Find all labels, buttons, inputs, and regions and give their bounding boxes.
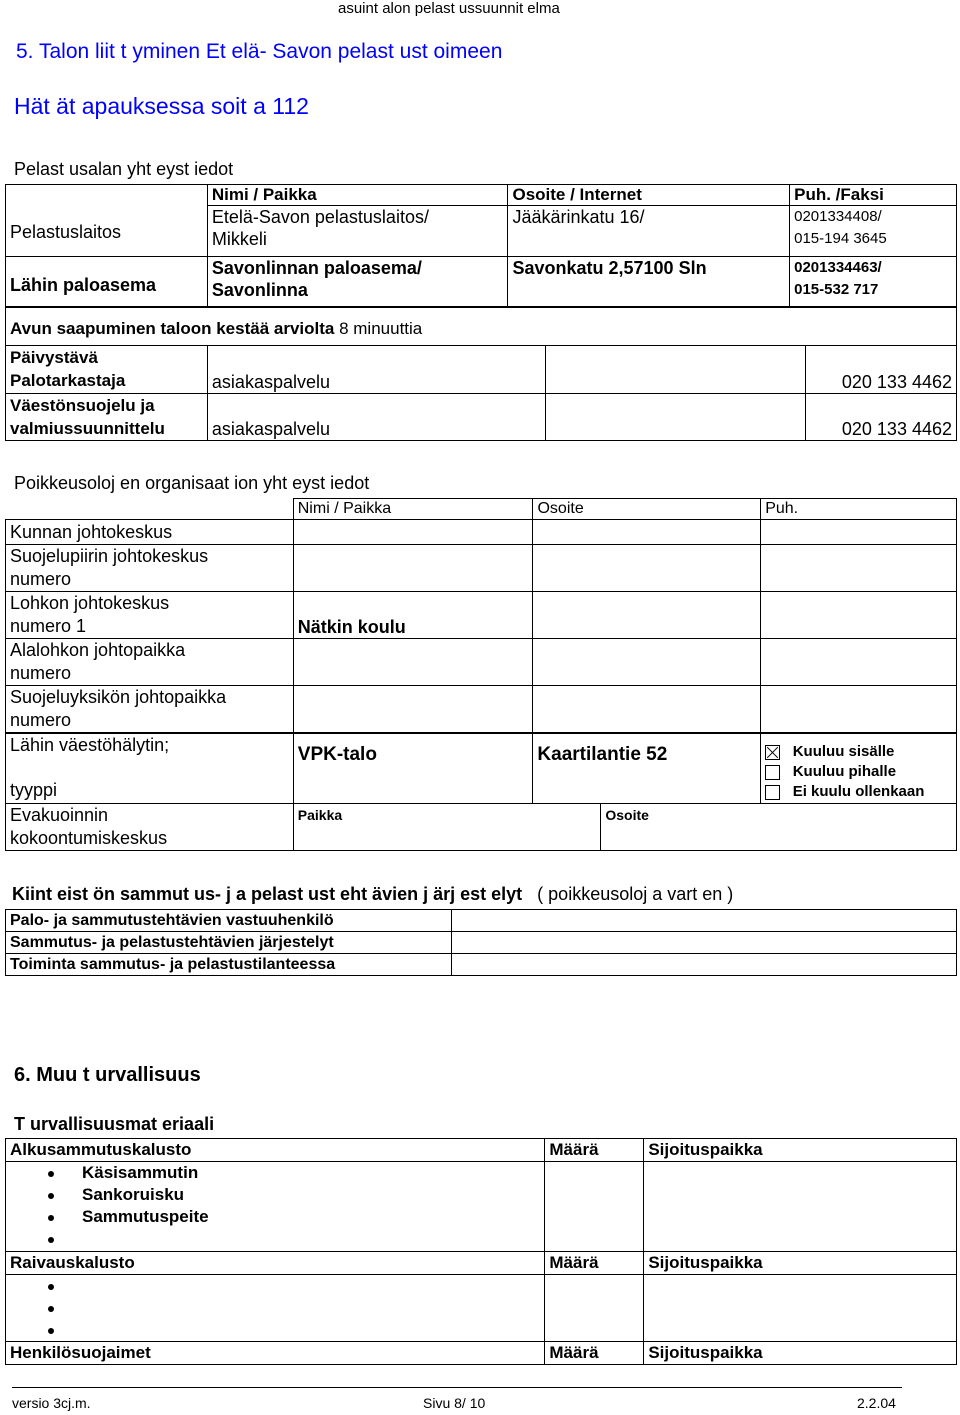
bullet-icon xyxy=(48,1215,54,1221)
section6-title: 6. Muu t urvallisuus xyxy=(14,1064,201,1086)
name-line2: Savonlinna xyxy=(211,280,308,300)
org-label2: numero xyxy=(10,710,72,730)
option-yard[interactable] xyxy=(765,762,952,782)
table-row xyxy=(6,932,957,954)
org-table xyxy=(5,498,957,733)
safety-table xyxy=(5,1138,957,1365)
fire-title xyxy=(12,884,733,905)
duty-name: asiakaspalvelu xyxy=(207,394,545,441)
duty-phone: 020 133 4462 xyxy=(806,394,957,441)
org-title: Poikkeusoloj en organisaat ion yht eyst iedot xyxy=(14,473,370,493)
org-col-name: Nimi / Paikka xyxy=(293,499,533,520)
list-item xyxy=(10,1319,540,1341)
list-item xyxy=(10,1275,540,1297)
bullet-icon xyxy=(48,1171,54,1177)
phone-line1: 0201334463/ xyxy=(794,259,882,276)
evac-address-label: Osoite xyxy=(601,804,957,851)
org-label: Lohkon johtokeskus xyxy=(10,593,170,613)
safety-title: T urvallisuusmat eriaali xyxy=(14,1114,215,1134)
item-label: Sankoruisku xyxy=(82,1185,185,1204)
qty-header: Määrä xyxy=(545,1252,644,1275)
evac-place-label: Paikka xyxy=(293,804,601,851)
org-label2: numero xyxy=(10,663,72,683)
emergency-number: Hät ät apauksessa soit a 112 xyxy=(14,93,309,119)
org-label: Alalohkon johtopaikka xyxy=(10,640,186,660)
address: Savonkatu 2,57100 Sln xyxy=(508,257,790,307)
org-col-address: Osoite xyxy=(533,499,761,520)
col-address-header: Osoite / Internet xyxy=(508,185,790,206)
table-row xyxy=(6,206,957,257)
table-row xyxy=(6,734,957,804)
qty-header: Määrä xyxy=(545,1139,644,1162)
checkbox-checked-icon[interactable] xyxy=(765,745,780,760)
duty-label1: Päivystävä xyxy=(10,348,98,367)
table-row xyxy=(6,257,957,307)
place-header: Sijoituspaikka xyxy=(644,1342,957,1365)
name-line2: Mikkeli xyxy=(211,229,267,249)
group-name: Alkusammutuskalusto xyxy=(6,1139,545,1162)
duty-name: asiakaspalvelu xyxy=(207,346,545,394)
option-label: Kuuluu pihalle xyxy=(792,763,897,780)
fire-title-note: ( poikkeusoloj a vart en ) xyxy=(537,884,734,904)
duty-label2: valmiussuunnittelu xyxy=(10,419,165,438)
table-row xyxy=(6,910,957,932)
section5-title: 5. Talon liit t yminen Et elä- Savon pelast ust oimeen xyxy=(16,40,503,63)
table-row xyxy=(6,545,957,592)
bullet-icon xyxy=(48,1306,54,1312)
col-phone-header: Puh. /Faksi xyxy=(790,185,957,206)
fire-row-label: Toiminta sammutus- ja pelastustilanteessa xyxy=(6,954,452,976)
contacts-table xyxy=(5,184,957,307)
checkbox-icon[interactable] xyxy=(765,785,780,800)
fire-row-label: Palo- ja sammutustehtävien vastuuhenkilö xyxy=(6,910,452,932)
qty-header: Määrä xyxy=(545,1342,644,1365)
list-item xyxy=(10,1206,540,1228)
bullet-icon xyxy=(48,1284,54,1290)
address: Jääkärinkatu 16/ xyxy=(508,206,790,257)
row-label: Lähin paloasema xyxy=(6,257,208,307)
list-item xyxy=(10,1184,540,1206)
option-none[interactable] xyxy=(765,782,952,802)
table-row xyxy=(6,592,957,639)
option-label: Kuuluu sisälle xyxy=(792,743,895,760)
alarm-label: Lähin väestöhälytin; xyxy=(10,735,170,755)
duty-phone: 020 133 4462 xyxy=(806,346,957,394)
arrival-value: 8 minuuttia xyxy=(339,319,423,338)
phone-line2: 015-194 3645 xyxy=(794,230,887,247)
running-header: asuint alon pelast ussuunnit elma xyxy=(338,0,560,17)
org-label2: numero xyxy=(10,569,72,589)
duty-label1: Väestönsuojelu ja xyxy=(10,396,155,415)
alarm-type-label: tyyppi xyxy=(10,780,58,800)
name-line1: Savonlinnan paloasema/ xyxy=(211,258,422,278)
checkbox-icon[interactable] xyxy=(765,765,780,780)
table-row xyxy=(6,804,957,851)
option-label: Ei kuulu ollenkaan xyxy=(792,783,925,800)
item-label: Käsisammutin xyxy=(82,1163,199,1182)
org-label: Suojelupiirin johtokeskus xyxy=(10,546,209,566)
fire-row-label: Sammutus- ja pelastustehtävien järjestelyt xyxy=(6,932,452,954)
alarm-name: VPK-talo xyxy=(293,734,533,804)
list-item xyxy=(10,1297,540,1319)
place-header: Sijoituspaikka xyxy=(644,1139,957,1162)
footer-rule xyxy=(12,1387,902,1388)
duty-table xyxy=(5,307,957,441)
item-label: Sammutuspeite xyxy=(82,1207,209,1226)
table-row xyxy=(6,520,957,545)
phone-line2: 015-532 717 xyxy=(794,281,879,298)
table-row xyxy=(6,954,957,976)
footer-page: Sivu 8/ 10 xyxy=(423,1395,486,1411)
bullet-icon xyxy=(48,1328,54,1334)
evac-label: Evakuoinnin xyxy=(10,805,109,825)
footer-date: 2.2.04 xyxy=(857,1395,896,1411)
group-name: Henkilösuojaimet xyxy=(6,1342,545,1365)
row-label: Pelastuslaitos xyxy=(6,206,208,257)
name-line1: Etelä-Savon pelastuslaitos/ xyxy=(211,207,429,227)
org-name: Nätkin koulu xyxy=(293,592,533,639)
org-col-phone: Puh. xyxy=(761,499,957,520)
table-row xyxy=(6,394,957,441)
alarm-address: Kaartilantie 52 xyxy=(533,734,761,804)
org-label: Kunnan johtokeskus xyxy=(6,520,294,545)
org-label2: numero 1 xyxy=(10,616,87,636)
evac-label2: kokoontumiskeskus xyxy=(10,828,168,848)
bullet-icon xyxy=(48,1193,54,1199)
list-item xyxy=(10,1162,540,1184)
bullet-icon xyxy=(48,1237,54,1243)
contacts-title: Pelast usalan yht eyst iedot xyxy=(14,159,234,179)
duty-label2: Palotarkastaja xyxy=(10,371,126,390)
table-row xyxy=(6,346,957,394)
place-header: Sijoituspaikka xyxy=(644,1252,957,1275)
fire-table xyxy=(5,909,957,976)
alarm-table xyxy=(5,733,957,851)
group-name: Raivauskalusto xyxy=(6,1252,545,1275)
phone-line1: 0201334408/ xyxy=(794,208,882,225)
table-row xyxy=(6,686,957,733)
table-row xyxy=(6,639,957,686)
alarm-options xyxy=(761,734,957,804)
footer-version: versio 3cj.m. xyxy=(12,1395,91,1411)
list-item xyxy=(10,1228,540,1250)
org-label: Suojeluyksikön johtopaikka xyxy=(10,687,227,707)
fire-title-text: Kiint eist ön sammut us- j a pelast ust eht ävien j ärj est elyt xyxy=(12,884,523,904)
option-inside[interactable] xyxy=(765,742,952,762)
arrival-label: Avun saapuminen taloon kestää arviolta xyxy=(10,319,335,338)
col-name-header: Nimi / Paikka xyxy=(207,185,508,206)
